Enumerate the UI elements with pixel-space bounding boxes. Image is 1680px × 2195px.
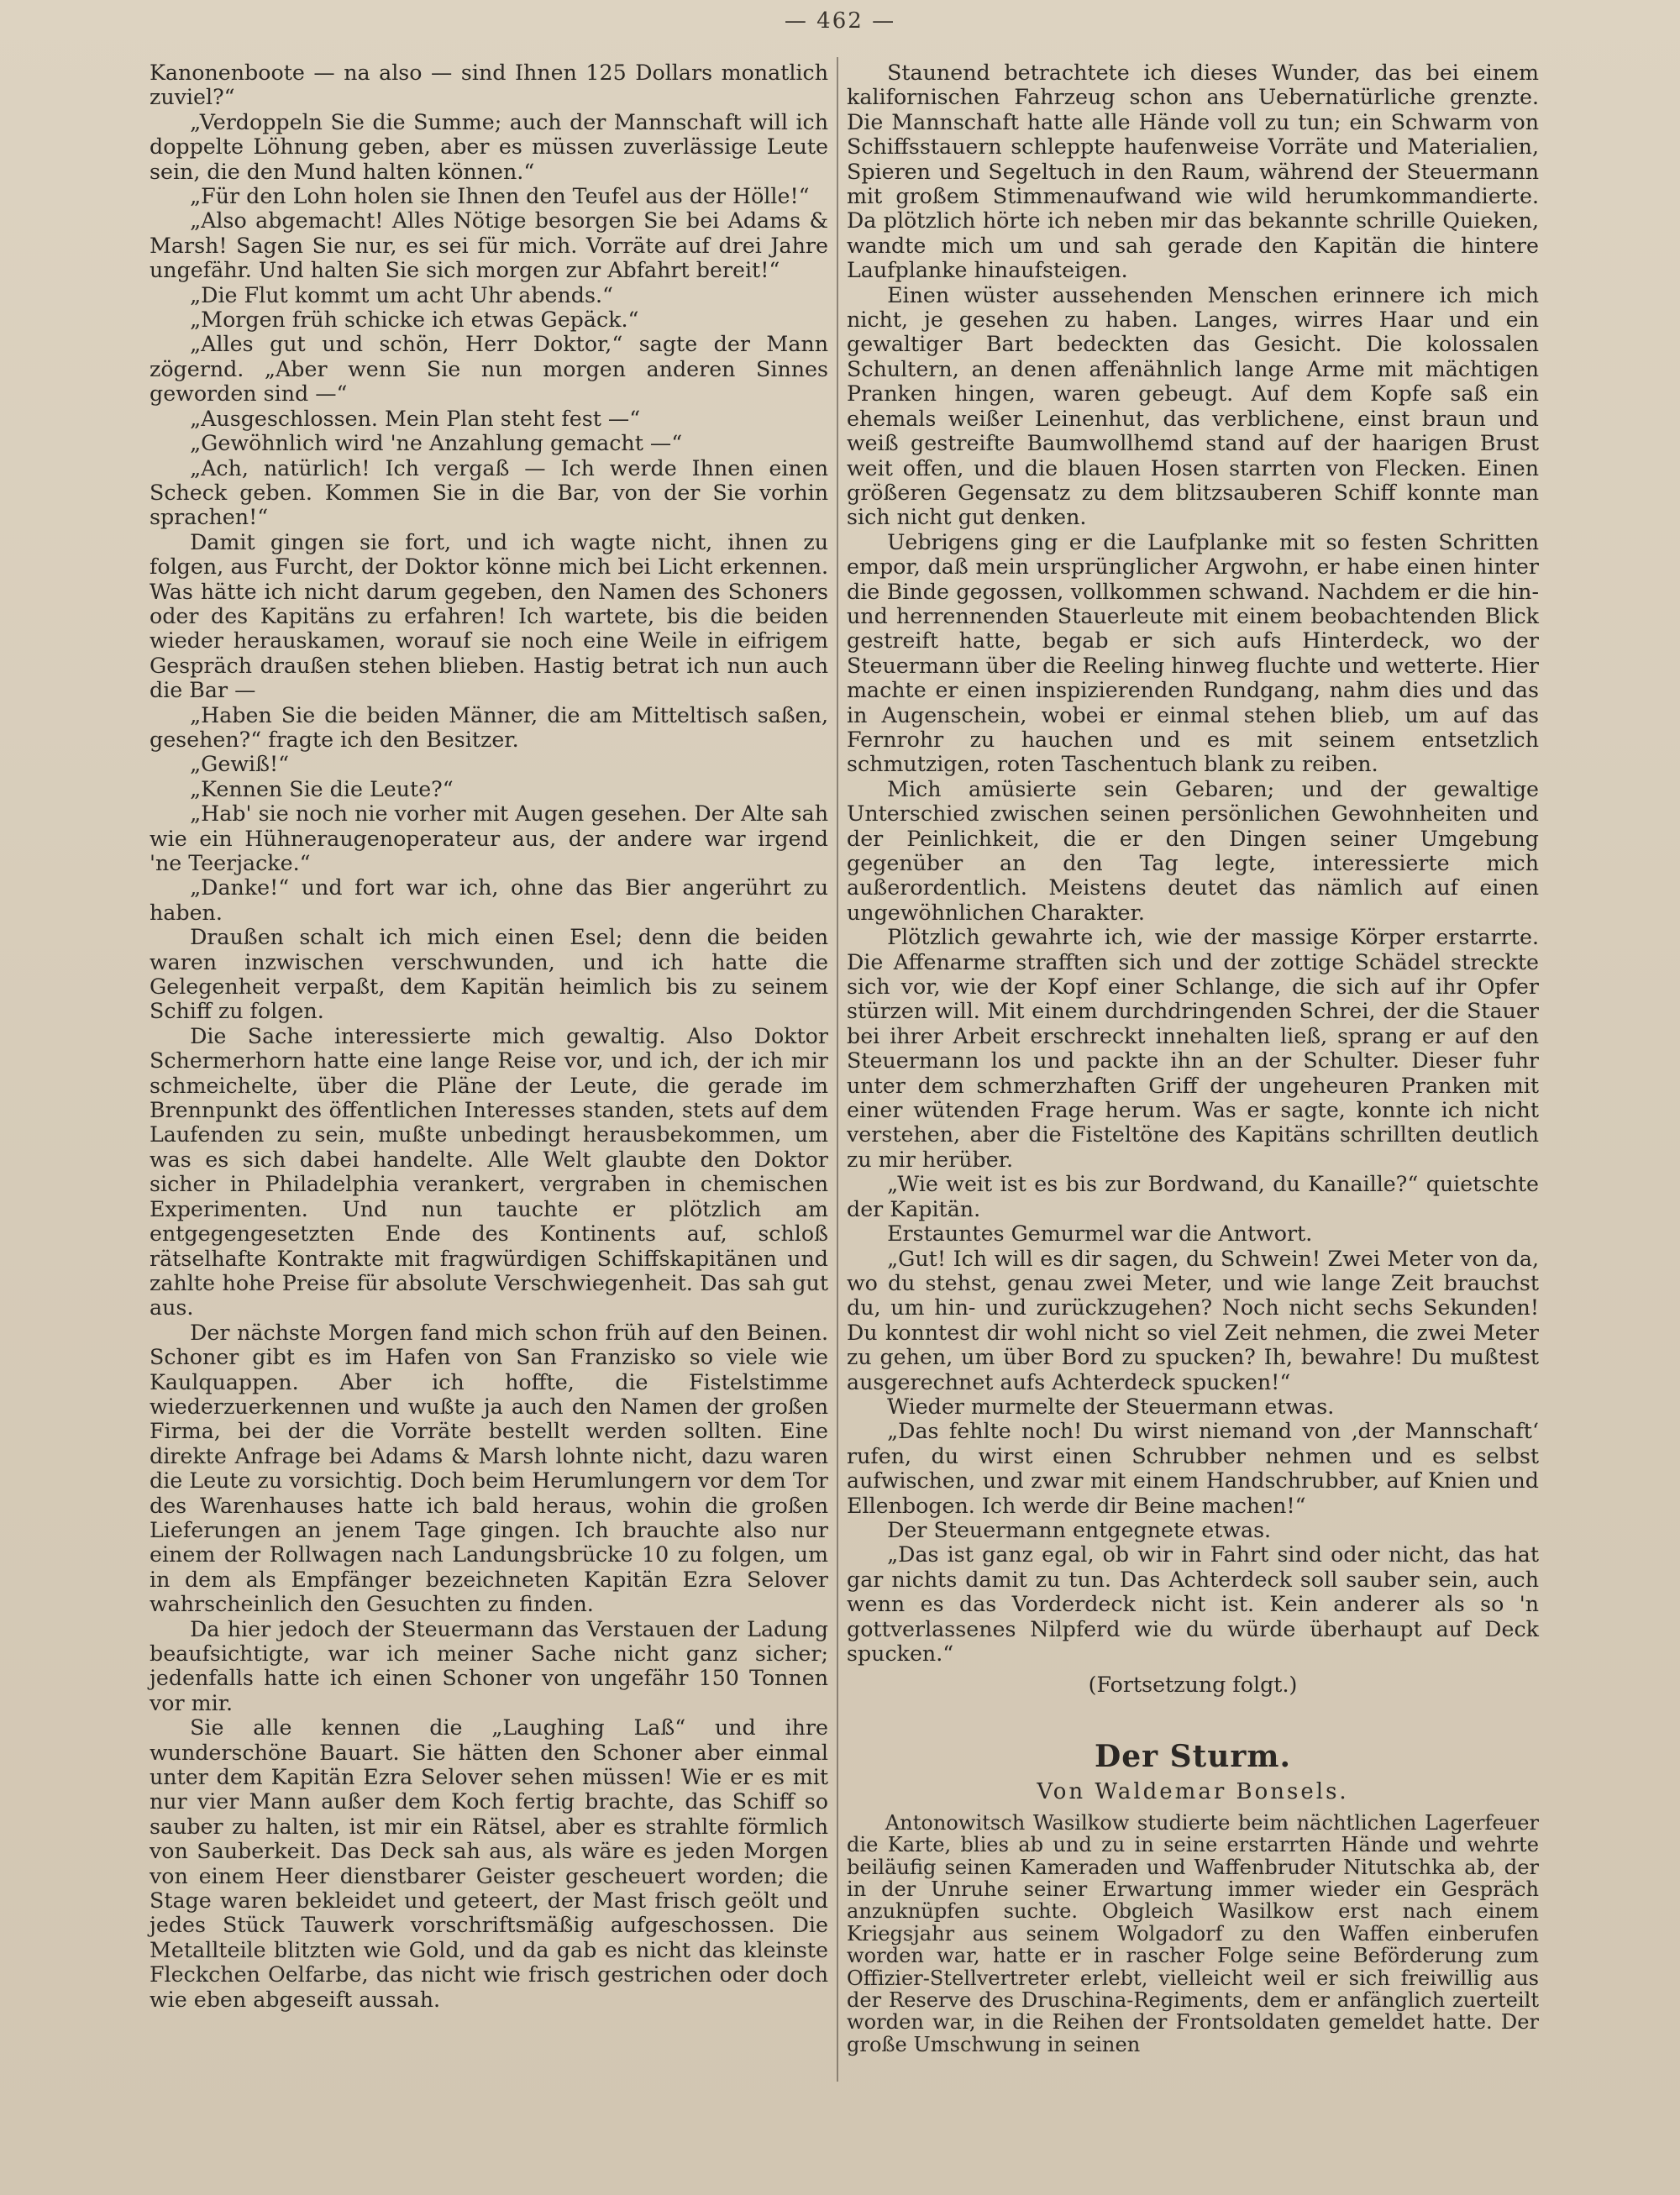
paragraph: Da hier jedoch der Steuermann das Verstauen der Ladung beaufsichtigte, war ich meiner Sache nicht ganz sicher; jedenfalls hatte ich einen Schoner von ungefähr 150 Tonnen vor mir. <box>150 1616 828 1715</box>
paragraph: Plötzlich gewahrte ich, wie der massige Körper erstarrte. Die Affenarme strafften sich und der zottige Schädel streckte sich vor, wie der Kopf einer Schlange, die sich auf ihr Opfer stürzen will. Mit einem durchdringenden Schrei, der die Stauer bei ihrer Arbeit erschreckt innehalten ließ, sprang er auf den Steuermann los und packte ihn an der Schulter. Dieser fuhr unter dem schmerzhaften Griff der ungeheuren Pranken mit einer wütenden Frage herum. Was er sagte, konnte ich nicht verstehen, aber die Fisteltöne des Kapitäns schrillten deutlich zu mir herüber. <box>847 925 1539 1172</box>
paragraph: „Das ist ganz egal, ob wir in Fahrt sind oder nicht, das hat gar nichts damit zu tun. Das Achterdeck soll sauber sein, auch wenn es das Vorderdeck nicht ist. Kein anderer als so 'n gottverlassenes Nilpferd wie du würde überhaupt auf Deck spucken.“ <box>847 1542 1539 1666</box>
paragraph: „Verdoppeln Sie die Summe; auch der Mannschaft will ich doppelte Löhnung geben, aber es müssen zuverlässige Leute sein, die den Mund halten können.“ <box>150 109 828 184</box>
paragraph: „Die Flut kommt um acht Uhr abends.“ <box>190 282 613 307</box>
paragraph: Die Sache interessierte mich gewaltig. Also Doktor Schermerhorn hatte eine lange Reise vor, und ich, der ich mir schmeichelte, über die Pläne der Leute, die gerade im Brennpunkt des öffentlichen Interesses standen, stets auf dem Laufenden zu sein, mußte unbedingt herausbekommen, um was es sich dabei handelte. Alle Welt glaubte den Doktor sicher in Philadelphia verankert, vergraben in chemischen Experimenten. Und nun tauchte er plötzlich am entgegengesetzten Ende des Kontinents auf, schloß rätselhafte Kontrakte mit fragwürdigen Schiffskapitänen und zahlte hohe Preise für absolute Verschwiegenheit. Das sah gut aus. <box>150 1023 828 1321</box>
paragraph: „Gewöhnlich wird 'ne Anzahlung gemacht —“ <box>190 431 683 456</box>
paragraph: Kanonenboote — na also — sind Ihnen 125 Dollars monatlich zuviel?“ <box>150 60 828 110</box>
paragraph: Mich amüsierte sein Gebaren; und der gewaltige Unterschied zwischen seinen persönlichen Gewohnheiten und der Peinlichkeit, die er den Dingen seiner Umgebung gegenüber an den Tag legte, interessierte mich außerordentlich. Meistens deutet das nämlich auf einen ungewöhnlichen Charakter. <box>847 776 1539 925</box>
paragraph: Staunend betrachtete ich dieses Wunder, das bei einem kalifornischen Fahrzeug schon ans Uebernatürliche grenzte. Die Mannschaft hatte alle Hände voll zu tun; ein Schwarm von Schiffsstauern schleppte haufenweise Vorräte und Materialien, Spieren und Segeltuch in den Raum, während der Steuermann mit großem Stimmenaufwand wie wild herumkommandierte. Da plötzlich hörte ich neben mir das bekannte schrille Quieken, wandte mich um und sah gerade den Kapitän die hintere Laufplanke hinaufsteigen. <box>847 60 1539 283</box>
paragraph: „Wie weit ist es bis zur Bordwand, du Kanaille?“ quietschte der Kapitän. <box>847 1172 1539 1221</box>
left-column <box>150 60 828 2012</box>
paragraph: „Ausgeschlossen. Mein Plan steht fest —“ <box>190 406 641 431</box>
paragraph: „Hab' sie noch nie vorher mit Augen gesehen. Der Alte sah wie ein Hühneraugenoperateur aus, der andere war irgend 'ne Teerjacke.“ <box>150 801 828 875</box>
paragraph: „Kennen Sie die Leute?“ <box>190 776 454 801</box>
paragraph: „Gut! Ich will es dir sagen, du Schwein! Zwei Meter von da, wo du stehst, genau zwei Meter, und wie lange Zeit brauchst du, um hin- und zurückzugehen? Noch nicht sechs Sekunden! Du konntest dir wohl nicht so viel Zeit nehmen, die zwei Meter zu gehen, um über Bord zu spucken? Ih, bewahre! Du mußtest ausgerechnet aufs Achterdeck spucken!“ <box>847 1246 1539 1394</box>
paragraph: „Für den Lohn holen sie Ihnen den Teufel aus der Hölle!“ <box>190 184 810 209</box>
paragraph: „Gewiß!“ <box>190 752 290 777</box>
paragraph: „Alles gut und schön, Herr Doktor,“ sagte der Mann zögernd. „Aber wenn Sie nun morgen anderen Sinnes geworden sind —“ <box>150 332 828 407</box>
paragraph: Einen wüster aussehenden Menschen erinnere ich mich nicht, je gesehen zu haben. Langes, wirres Haar und ein gewaltiger Bart bedeckten das Gesicht. Die kolossalen Schultern, an denen affenähnlich lange Arme mit mächtigen Pranken hingen, waren gebeugt. Auf dem Kopfe saß ein ehemals weißer Leinenhut, das verblichene, einst braun und weiß gestreifte Baumwollhemd stand auf der haarigen Brust weit offen, und die blauen Hosen starrten von Flecken. Einen größeren Gegensatz zu dem blitzsauberen Schiff konnte man sich nicht gut denken. <box>847 282 1539 530</box>
paragraph: „Also abgemacht! Alles Nötige besorgen Sie bei Adams & Marsh! Sagen Sie nur, es sei für mich. Vorräte auf drei Jahre ungefähr. Und halten Sie sich morgen zur Abfahrt bereit!“ <box>150 208 828 283</box>
column-divider <box>837 57 838 2082</box>
paragraph: „Haben Sie die beiden Männer, die am Mitteltisch saßen, gesehen?“ fragte ich den Besitzer. <box>150 702 828 752</box>
story-author: Von Waldemar Bonsels. <box>1037 1778 1349 1804</box>
story-title: Der Sturm. <box>1094 1738 1291 1774</box>
right-column <box>847 60 1539 2056</box>
paragraph: „Das fehlte noch! Du wirst niemand von ‚der Mannschaft‘ rufen, du wirst einen Schrubber nehmen und es selbst aufwischen, und zwar mit einem Handschrubber, auf Knien und Ellenbogen. Ich werde dir Beine machen!“ <box>847 1419 1539 1518</box>
paragraph: Wieder murmelte der Steuermann etwas. <box>887 1394 1335 1419</box>
paragraph: „Morgen früh schicke ich etwas Gepäck.“ <box>190 307 639 333</box>
paragraph: Sie alle kennen die „Laughing Laß“ und ihre wunderschöne Bauart. Sie hätten den Schoner aber einmal unter dem Kapitän Ezra Selover sehen müssen! Wie er es mit nur vier Mann außer dem Koch fertig brachte, das Schiff so sauber zu halten, ist mir ein Rätsel, aber es strahlte förmlich von Sauberkeit. Das Deck sah aus, als wäre es jeden Morgen von einem Heer dienstbarer Geister gescheuert worden; die Stage waren bekleidet und geteert, der Mast frisch geölt und jedes Stück Tauwerk vorschriftsmäßig aufgeschossen. Die Metallteile blitzten wie Gold, und da gab es nicht das kleinste Fleckchen Oelfarbe, das nicht wie frisch gestrichen oder doch wie eben abgeseift aussah. <box>150 1715 828 2012</box>
continued-note: (Fortsetzung folgt.) <box>1088 1673 1298 1698</box>
page-number: — 462 — <box>784 8 896 34</box>
paragraph: Der nächste Morgen fand mich schon früh auf den Beinen. Schoner gibt es im Hafen von San Franzisko so viele wie Kaulquappen. Aber ich hoffte, die Fistelstimme wiederzuerkennen und wußte ja auch den Namen der großen Firma, bei der die Vorräte bestellt werden sollten. Eine direkte Anfrage bei Adams & Marsh lohnte nicht, dazu waren die Leute zu vorsichtig. Doch beim Herumlungern vor dem Tor des Warenhauses hatte ich bald heraus, wohin die großen Lieferungen an jenem Tage gingen. Ich brauchte also nur einem der Rollwagen nach Landungsbrücke 10 zu folgen, um in dem als Empfänger bezeichneten Kapitän Ezra Selover wahrscheinlich den Gesuchten zu finden. <box>150 1320 828 1617</box>
paragraph: Damit gingen sie fort, und ich wagte nicht, ihnen zu folgen, aus Furcht, der Doktor könne mich bei Licht erkennen. Was hätte ich nicht darum gegeben, den Namen des Schoners oder des Kapitäns zu erfahren! Ich wartete, bis die beiden wieder herauskamen, worauf sie noch eine Weile in eifrigem Gespräch draußen stehen blieben. Hastig betrat ich nun auch die Bar — <box>150 529 828 703</box>
paragraph: Erstauntes Gemurmel war die Antwort. <box>887 1221 1313 1247</box>
paragraph: Uebrigens ging er die Laufplanke mit so festen Schritten empor, daß mein ursprünglicher Argwohn, er habe einen hinter die Binde gegossen, vollkommen schwand. Nachdem er die hin- und herrennenden Stauerleute mit einem beobachtenden Blick gestreift hatte, begab er sich aufs Hinterdeck, wo der Steuermann über die Reeling hinweg fluchte und wetterte. Hier machte er einen inspizierenden Rundgang, nahm dies und das in Augenschein, wobei er einmal stehen blieb, um auf das Fernrohr zu hauchen und es mit seinem entsetzlich schmutzigen, roten Taschentuch blank zu reiben. <box>847 529 1539 777</box>
paragraph: „Ach, natürlich! Ich vergaß — Ich werde Ihnen einen Scheck geben. Kommen Sie in die Bar, von der Sie vorhin sprachen!“ <box>150 455 828 530</box>
story-paragraph: Antonowitsch Wasilkow studierte beim nächtlichen Lagerfeuer die Karte, blies ab und zu in seine erstarrten Hände und wehrte beiläufig seinen Kameraden und Waffenbruder Nitutschka ab, der in der Unruhe seiner Erwartung immer wieder ein Gespräch anzuknüpfen suchte. Obgleich Wasilkow erst nach einem Kriegsjahr aus seinem Wolgadorf zu den Waffen einberufen worden war, hatte er in rascher Folge seine Beförderung zum Offizier-Stellvertreter erlebt, vielleicht weil er sich freiwillig aus der Reserve des Druschina-Regiments, dem er anfänglich zuerteilt worden war, in die Reihen der Frontsoldaten gemeldet hatte. Der große Umschwung in seinen <box>847 1810 1539 2056</box>
paragraph: Der Steuermann entgegnete etwas. <box>887 1517 1272 1542</box>
paragraph: Draußen schalt ich mich einen Esel; denn die beiden waren inzwischen verschwunden, und ich hatte die Gelegenheit verpaßt, dem Kapitän heimlich bis zu seinem Schiff zu folgen. <box>150 925 828 1024</box>
paragraph: „Danke!“ und fort war ich, ohne das Bier angerührt zu haben. <box>150 875 828 925</box>
